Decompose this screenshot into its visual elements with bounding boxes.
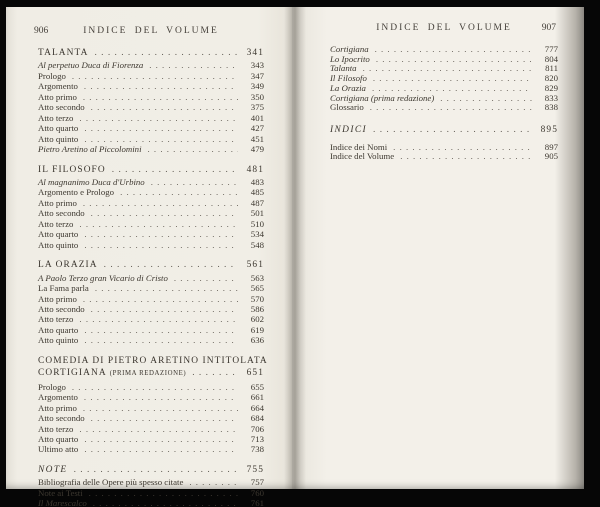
toc-entry-page: 833 <box>544 92 558 103</box>
toc-entry-label: Indice del Volume <box>330 151 395 162</box>
toc-entry-page: 501 <box>250 208 264 219</box>
toc-entry-row <box>38 134 264 144</box>
toc-entry-row <box>38 325 264 335</box>
dot-leader <box>74 465 238 475</box>
toc-section <box>38 355 268 455</box>
toc-entry-page: 664 <box>250 402 264 413</box>
toc-entry-label: Argomento <box>38 81 78 92</box>
toc-entry-page: 757 <box>250 477 264 488</box>
dot-leader <box>79 314 238 324</box>
toc-entry-label: Atto terzo <box>38 423 74 434</box>
dot-leader <box>84 434 238 444</box>
toc-entry-page: 427 <box>250 123 264 134</box>
toc-entry-label: Atto quarto <box>38 229 79 240</box>
toc-entry-page: 586 <box>250 303 264 314</box>
toc-entry-page: 684 <box>250 413 264 424</box>
dot-leader <box>376 55 532 65</box>
toc-entry-label: Atto quarto <box>38 123 79 134</box>
toc-entry-page: 563 <box>250 272 264 283</box>
dot-leader <box>89 488 238 498</box>
toc-entry-page: 548 <box>250 239 264 250</box>
toc-entry-page: 343 <box>250 60 264 71</box>
toc-entry-row <box>38 92 264 102</box>
toc-entry-page: 755 <box>246 464 264 475</box>
toc-entry-page: 341 <box>246 48 264 58</box>
toc-entry-label: Cortigiana (prima redazione) <box>330 92 435 103</box>
toc-entry-label: Indice dei Nomi <box>330 141 388 152</box>
toc-entry-page: 706 <box>250 423 264 434</box>
toc-entry-label: Prologo <box>38 70 66 81</box>
toc-entry-row <box>38 198 264 208</box>
toc-entry-page: 347 <box>250 70 264 81</box>
toc-entry-page: 481 <box>246 164 264 175</box>
dot-leader <box>79 424 238 434</box>
toc-entry-row <box>38 424 264 434</box>
toc-entry-suffix: (PRIMA REDAZIONE) <box>109 370 187 378</box>
toc-entry-label: Atto terzo <box>38 112 74 123</box>
toc-entry-page: 811 <box>545 63 558 74</box>
left-page <box>6 7 292 507</box>
dot-leader <box>373 74 532 84</box>
toc-entry-label: Glossario <box>330 102 364 113</box>
toc-entry-label: INDICI <box>330 124 368 135</box>
toc-entry-row <box>38 477 264 487</box>
toc-section <box>330 45 558 113</box>
toc-entry-row <box>38 314 264 324</box>
dot-leader <box>104 260 238 270</box>
dot-leader <box>79 219 238 229</box>
dot-leader <box>372 84 532 94</box>
right-toc <box>330 45 558 162</box>
toc-entry-row <box>38 294 264 304</box>
toc-entry-row <box>330 152 558 162</box>
dot-leader <box>84 229 238 239</box>
dot-leader <box>91 208 238 218</box>
dot-leader <box>120 187 238 197</box>
dot-leader <box>375 45 532 55</box>
toc-entry-page: 561 <box>246 260 264 271</box>
dot-leader <box>91 102 238 112</box>
toc-entry-row <box>38 273 264 283</box>
toc-entry-label: Cortigiana <box>330 44 369 54</box>
toc-entry-label: Ultimo atto <box>38 444 79 455</box>
toc-entry-label: Atto primo <box>38 402 77 413</box>
toc-heading-row <box>38 48 264 58</box>
dot-leader <box>393 143 532 153</box>
toc-entry-row <box>38 187 264 197</box>
toc-entry-page: 895 <box>540 124 558 135</box>
dot-leader <box>91 304 238 314</box>
toc-entry-row <box>38 382 264 392</box>
dot-leader <box>93 498 238 507</box>
toc-entry-label: Il Filosofo <box>330 73 367 84</box>
dot-leader <box>84 392 238 402</box>
toc-entry-page: 897 <box>544 141 558 152</box>
toc-entry-row <box>330 94 558 104</box>
toc-entry-page: 713 <box>250 433 264 444</box>
dot-leader <box>148 144 238 154</box>
toc-entry-page: 602 <box>250 314 264 325</box>
toc-entry-page: 510 <box>250 218 264 229</box>
dot-leader <box>440 94 532 104</box>
dot-leader <box>84 240 238 250</box>
toc-entry-page: 761 <box>250 498 264 507</box>
toc-entry-row <box>38 219 264 229</box>
toc-entry-page: 905 <box>544 151 558 162</box>
toc-entry-label: Argomento <box>38 392 78 403</box>
toc-entry-row <box>38 304 264 314</box>
toc-entry-label: Atto quinto <box>38 133 79 144</box>
toc-entry-label: Talanta <box>330 63 357 74</box>
toc-entry-label: Atto terzo <box>38 314 74 325</box>
toc-entry-page: 451 <box>250 133 264 144</box>
toc-entry-page: 375 <box>250 102 264 113</box>
toc-entry-label: Atto secondo <box>38 303 85 314</box>
toc-entry-page: 838 <box>544 102 558 113</box>
dot-leader <box>400 152 532 162</box>
dot-leader <box>72 382 238 392</box>
toc-entry-page: 350 <box>250 91 264 102</box>
toc-entry-row <box>38 392 264 402</box>
toc-entry-row <box>38 113 264 123</box>
toc-entry-row <box>38 208 264 218</box>
toc-entry-page: 570 <box>250 293 264 304</box>
dot-leader <box>112 165 238 175</box>
right-page-header <box>330 23 558 37</box>
dot-leader <box>83 198 238 208</box>
toc-entry-page: 804 <box>544 53 558 64</box>
toc-entry-row <box>38 403 264 413</box>
toc-entry-row <box>330 55 558 65</box>
dot-leader <box>84 444 238 454</box>
toc-entry-page: 636 <box>250 335 264 346</box>
toc-entry-page: 829 <box>544 82 558 93</box>
toc-entry-row <box>38 177 264 187</box>
toc-entry-label: La Fama parla <box>38 283 89 294</box>
left-page-number: 906 <box>34 26 49 36</box>
dot-leader <box>91 413 238 423</box>
toc-entry-label: NOTE <box>38 464 68 475</box>
toc-section <box>38 165 264 251</box>
dot-leader <box>370 103 532 113</box>
toc-entry-page: 619 <box>250 324 264 335</box>
toc-entry-label: Atto primo <box>38 197 77 208</box>
left-running-head: INDICE DEL VOLUME <box>83 26 219 36</box>
dot-leader <box>174 273 238 283</box>
toc-entry-page: 738 <box>250 444 264 455</box>
toc-entry-label: Atto primo <box>38 293 77 304</box>
toc-entry-label: La Orazia <box>330 82 366 93</box>
dot-leader <box>95 283 238 293</box>
toc-section <box>38 260 264 346</box>
toc-heading-row <box>38 368 264 379</box>
toc-entry-label: IL FILOSOFO <box>38 164 106 175</box>
dot-leader <box>83 92 238 102</box>
right-page-number: 907 <box>541 23 556 33</box>
toc-entry-label: Atto primo <box>38 91 77 102</box>
toc-entry-page: 349 <box>250 81 264 92</box>
toc-entry-page: 820 <box>544 73 558 84</box>
toc-entry-row <box>38 123 264 133</box>
dot-leader <box>151 177 238 187</box>
right-running-head: INDICE DEL VOLUME <box>376 23 512 33</box>
dot-leader <box>149 60 238 70</box>
dot-leader <box>84 335 238 345</box>
toc-entry-label: Al perpetuo Duca di Fiorenza <box>38 60 144 71</box>
toc-entry-row <box>38 488 264 498</box>
toc-section <box>38 465 264 507</box>
toc-entry-row <box>38 81 264 91</box>
toc-entry-row <box>38 60 264 70</box>
toc-entry-row <box>38 102 264 112</box>
toc-entry-label: Prologo <box>38 381 66 392</box>
toc-entry-label: Al magnanimo Duca d'Urbino <box>38 176 145 187</box>
toc-entry-row <box>38 413 264 423</box>
toc-heading-row <box>38 465 264 475</box>
toc-entry-page: 483 <box>250 176 264 187</box>
toc-entry-page: 655 <box>250 381 264 392</box>
toc-entry-page: 565 <box>250 283 264 294</box>
right-page <box>292 7 584 489</box>
dot-leader <box>189 477 238 487</box>
toc-section <box>38 48 264 155</box>
dot-leader <box>373 126 532 136</box>
toc-entry-label: Pietro Aretino al Piccolomini <box>38 144 142 155</box>
toc-entry-label: Bibliografia delle Opere più spesso citate <box>38 477 184 488</box>
toc-entry-label: TALANTA <box>38 48 89 58</box>
toc-entry-label: COMEDIA DI PIETRO ARETINO INTITOLATA <box>38 355 268 366</box>
dot-leader <box>79 113 238 123</box>
toc-entry-page: 651 <box>246 368 264 379</box>
dot-leader <box>84 325 238 335</box>
toc-entry-page: 760 <box>250 487 264 498</box>
toc-entry-row <box>38 71 264 81</box>
dot-leader <box>363 64 532 74</box>
dot-leader <box>83 294 238 304</box>
toc-entry-page: 485 <box>250 187 264 198</box>
toc-entry-label: Il Marescalco <box>38 498 87 507</box>
toc-entry-label: Atto quarto <box>38 433 79 444</box>
left-toc <box>38 48 268 507</box>
toc-entry-label: A Paolo Terzo gran Vicario di Cristo <box>38 272 168 283</box>
toc-entry-label: Atto quinto <box>38 239 79 250</box>
toc-heading-row <box>38 260 264 270</box>
toc-entry-row <box>38 229 264 239</box>
toc-entry-row <box>330 103 558 113</box>
dot-leader <box>84 123 238 133</box>
toc-entry-label: Atto terzo <box>38 218 74 229</box>
toc-entry-label: Lo Ipocrito <box>330 53 370 64</box>
toc-entry-row <box>38 240 264 250</box>
dot-leader <box>83 403 238 413</box>
toc-entry-row <box>38 335 264 345</box>
toc-entry-label: Note ai Testi <box>38 487 83 498</box>
dot-leader <box>72 71 238 81</box>
toc-entry-label: Atto quinto <box>38 335 79 346</box>
toc-entry-page: 487 <box>250 197 264 208</box>
toc-entry-row <box>38 434 264 444</box>
toc-entry-label: Argomento e Prologo <box>38 187 115 198</box>
toc-entry-page: 401 <box>250 112 264 123</box>
toc-entry-row <box>330 64 558 74</box>
toc-entry-label: Atto secondo <box>38 102 85 113</box>
toc-entry-page: 661 <box>250 392 264 403</box>
toc-heading-row <box>330 126 558 136</box>
toc-entry-label: Atto secondo <box>38 413 85 424</box>
toc-heading-row <box>38 355 268 366</box>
toc-entry-row <box>38 444 264 454</box>
toc-entry-row <box>38 498 264 507</box>
dot-leader <box>84 134 238 144</box>
toc-entry-label: LA ORAZIA <box>38 260 98 271</box>
dot-leader <box>84 81 238 91</box>
toc-entry-page: 777 <box>544 44 558 54</box>
toc-entry-label: Atto quarto <box>38 324 79 335</box>
toc-section <box>330 126 558 162</box>
left-page-header <box>34 26 264 40</box>
toc-entry-page: 479 <box>250 144 264 155</box>
toc-entry-label: CORTIGIANA <box>38 368 107 379</box>
toc-entry-label: Atto secondo <box>38 208 85 219</box>
toc-heading-row <box>38 165 264 175</box>
dot-leader <box>192 368 238 378</box>
toc-entry-row <box>38 144 264 154</box>
dot-leader <box>94 48 238 58</box>
toc-entry-page: 534 <box>250 229 264 240</box>
toc-entry-row <box>38 283 264 293</box>
